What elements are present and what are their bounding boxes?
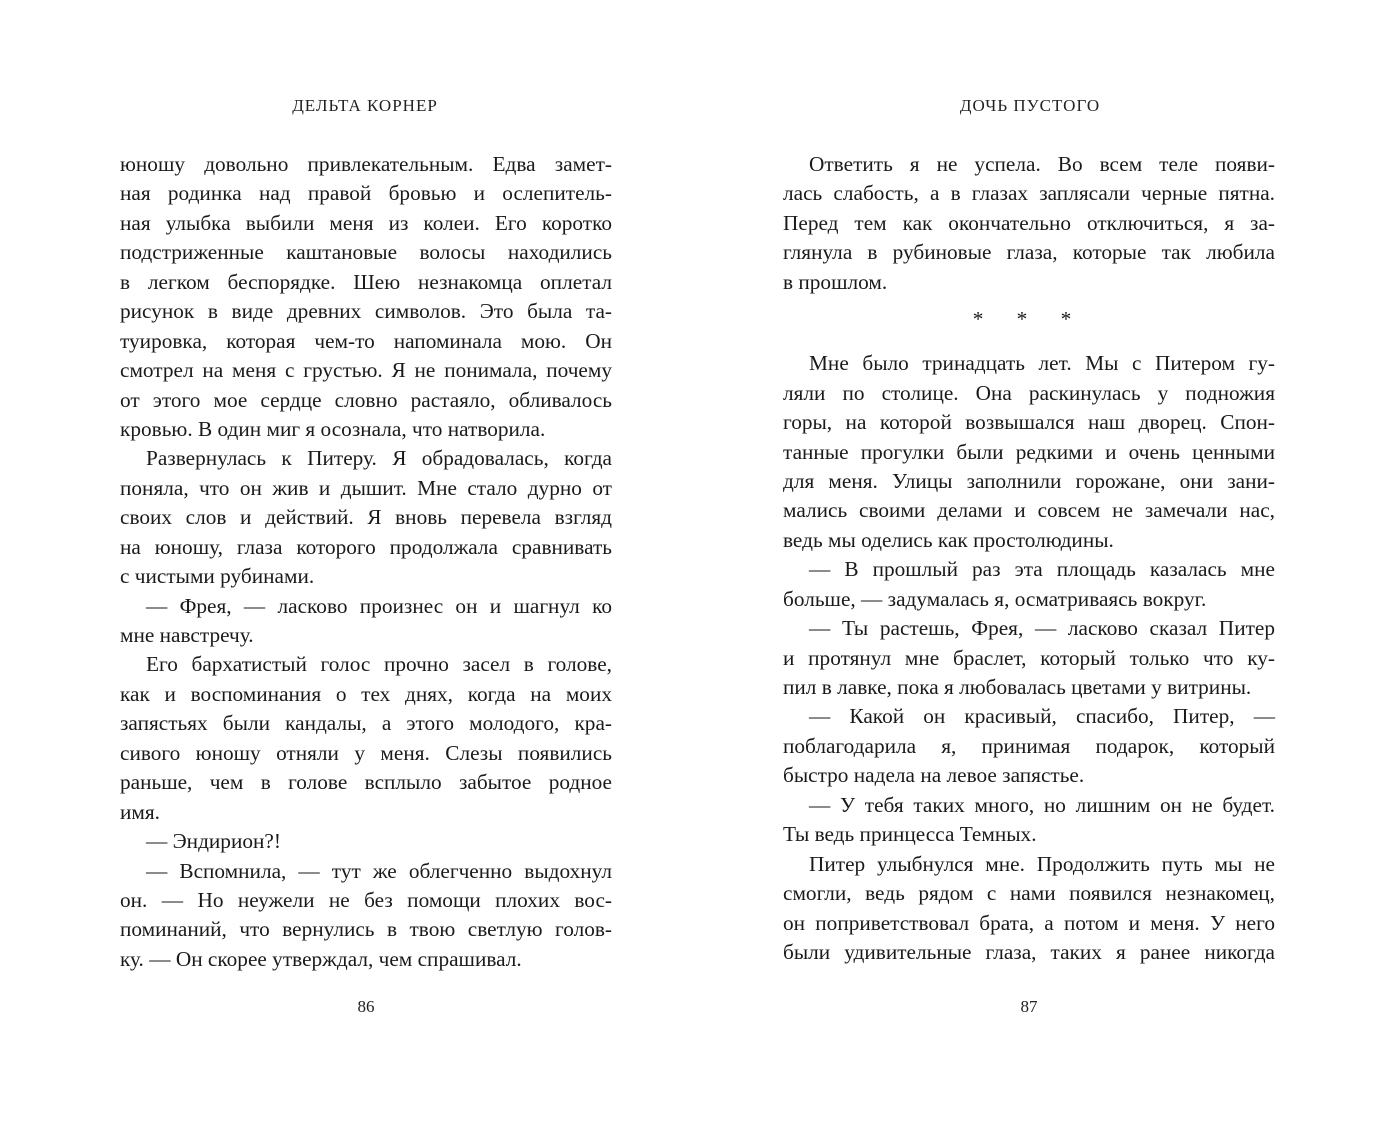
page-body-text [783, 150, 1275, 967]
text-line: смогли, ведь рядом с нами появился незнакомец, [783, 881, 1275, 906]
text-line: — Вспомнила, — тут же облегченно выдохнул [146, 858, 612, 883]
text-line: Мне было тринадцать лет. Мы с Питером гу- [809, 351, 1275, 376]
running-head-title: ДОЧЬ ПУСТОГО [959, 96, 1101, 115]
text-line: поняла, что он жив и дышит. Мне стало дурно от [120, 475, 612, 500]
text-line: — В прошлый раз эта площадь казалась мне [809, 557, 1275, 582]
text-line: ку. — Он скорее утверждал, чем спрашивал. [120, 946, 522, 971]
text-line: для меня. Улицы заполнили горожане, они зани- [783, 468, 1275, 493]
text-line: Его бархатистый голос прочно засел в голове, [146, 652, 612, 677]
text-line: Развернулась к Питеру. Я обрадовалась, когда [146, 446, 612, 471]
text-line: как и воспоминания о тех днях, когда на моих [120, 681, 612, 706]
text-line: в легком беспорядке. Шею незнакомца оплетал [120, 269, 612, 294]
text-line: танные прогулки были редкими и очень ценными [783, 439, 1275, 464]
text-line: ведь мы оделись как простолюдины. [783, 527, 1114, 552]
text-line: он поприветствовал брата, а потом и меня. У него [783, 910, 1275, 935]
text-line: сивого юношу отняли у меня. Слезы появились [120, 740, 612, 765]
text-line: Питер улыбнулся мне. Продолжить путь мы не [809, 851, 1275, 876]
page-number: 87 [1020, 997, 1038, 1016]
text-line: лась слабость, а в глазах заплясали черные пятна. [783, 181, 1275, 206]
text-line: юношу довольно привлекательным. Едва замет- [120, 152, 612, 176]
text-line: — Какой он красивый, спасибо, Питер, — [809, 704, 1275, 729]
text-line: глянула в рубиновые глаза, которые так любила [783, 240, 1275, 265]
text-line: ляли по столице. Она раскинулась у подножия [783, 380, 1275, 405]
text-line: — Эндирион?! [146, 829, 281, 854]
text-line: поминаний, что вернулись в твою светлую голов- [120, 917, 612, 942]
text-line: мне навстречу. [120, 623, 254, 647]
text-line: — Фрея, — ласково произнес он и шагнул ко [146, 593, 612, 618]
text-line: с чистыми рубинами. [120, 564, 315, 589]
right-page [697, 0, 1394, 1125]
text-line: Ответить я не успела. Во всем теле появи- [809, 152, 1275, 176]
text-line: горы, на которой возвышался наш дворец. Спон- [783, 410, 1275, 435]
text-line: ная улыбка выбили меня из колеи. Его коротко [120, 210, 612, 235]
text-line: запястьях были кандалы, а этого молодого, кра- [120, 711, 612, 736]
text-line: были удивительные глаза, таких я ранее никогда [783, 939, 1275, 964]
text-line: Перед тем как окончательно отключиться, я за- [783, 210, 1275, 235]
section-break: * * * [972, 307, 1086, 332]
text-line: своих слов и действий. Я вновь перевела взгляд [120, 505, 612, 530]
text-line: раньше, чем в голове всплыло забытое родное [120, 770, 612, 795]
text-line: на юношу, глаза которого продолжала сравнивать [120, 534, 612, 559]
page-body-text [120, 150, 612, 974]
text-line: кровью. В один миг я осознала, что натворила. [120, 416, 546, 441]
text-line: больше, — задумалась я, осматриваясь вокруг. [783, 586, 1207, 611]
text-line: и протянул мне браслет, который только что ку- [783, 645, 1275, 670]
text-line: подстриженные каштановые волосы находились [120, 240, 612, 265]
text-line: ная родинка над правой бровью и ослепитель- [120, 181, 612, 206]
text-line: — У тебя таких много, но лишним он не будет. [809, 792, 1275, 817]
text-line: рисунок в виде древних символов. Это была та- [120, 299, 612, 324]
text-line: смотрел на меня с грустью. Я не понимала, почему [120, 358, 612, 383]
text-line: от этого мое сердце словно растаяло, обливалось [120, 387, 612, 412]
text-line: он. — Но неужели не без помощи плохих вос- [120, 887, 612, 912]
text-line: Ты ведь принцесса Темных. [783, 822, 1037, 847]
text-line: пил в лавке, пока я любовалась цветами у витрины. [783, 675, 1252, 699]
text-line: поблагодарила я, принимая подарок, который [783, 733, 1275, 758]
text-line: — Ты растешь, Фрея, — ласково сказал Питер [809, 616, 1275, 641]
text-line: туировка, которая чем-то напоминала мою. Он [120, 328, 612, 353]
text-line: мались своими делами и совсем не замечали нас, [783, 498, 1275, 523]
text-line: имя. [120, 799, 160, 824]
page-number: 86 [357, 997, 375, 1016]
running-head-author: ДЕЛЬТА КОРНЕР [292, 96, 438, 115]
text-line: быстро надела на левое запястье. [783, 763, 1085, 788]
text-line: в прошлом. [783, 269, 888, 294]
